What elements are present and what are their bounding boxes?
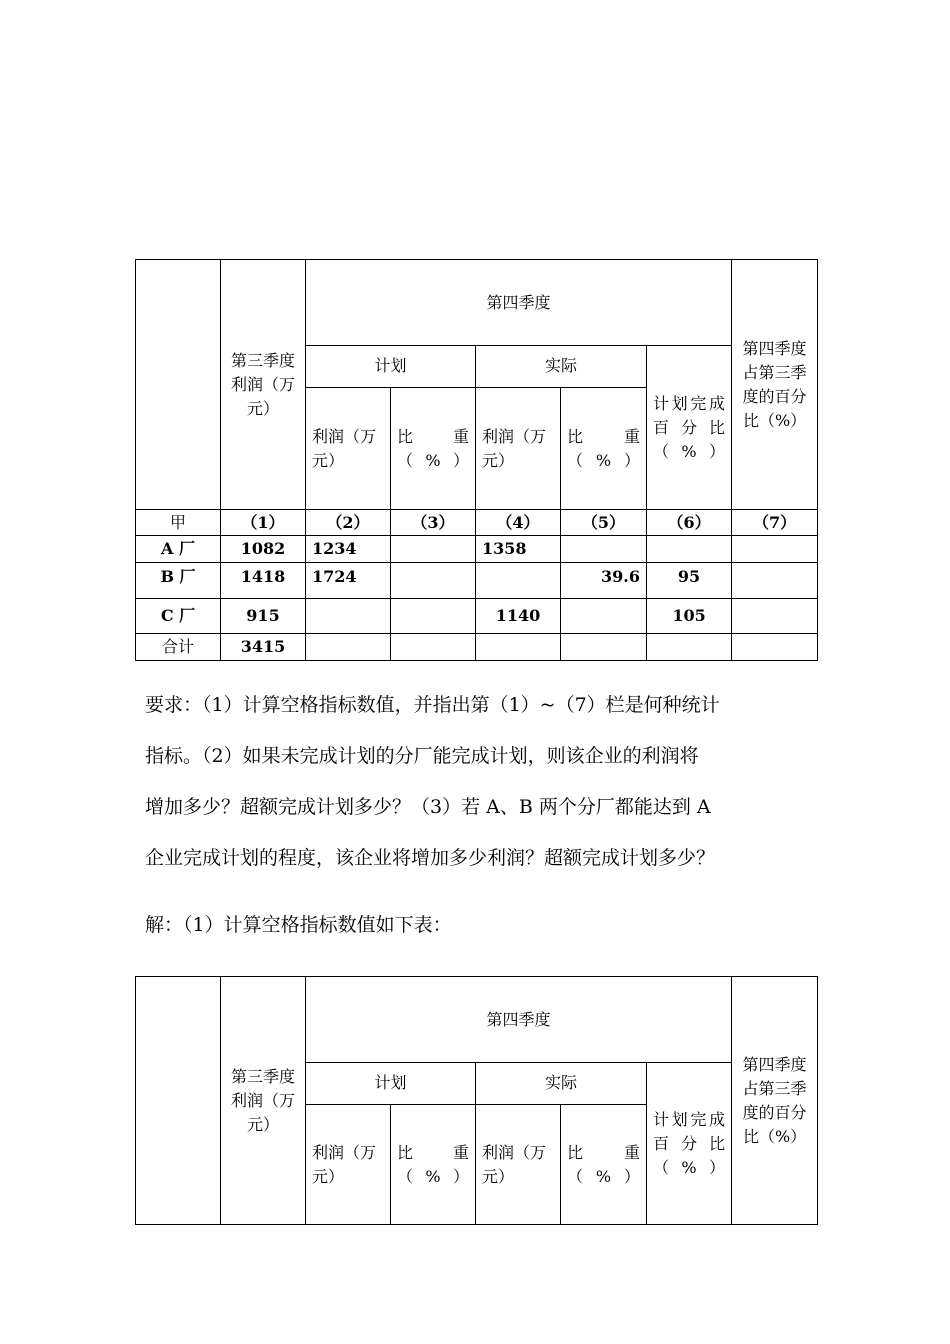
col-num: （4）	[476, 510, 561, 536]
solution-line: 解：（1）计算空格指标数值如下表：	[145, 914, 452, 936]
cell: 1724	[306, 563, 391, 599]
table-row	[136, 563, 818, 599]
header-completion: 计划完成百分比（%）	[647, 1063, 732, 1225]
cell: 1418	[221, 563, 306, 599]
header-actual-profit: 利润（万元）	[476, 1105, 561, 1225]
col-num: 甲	[136, 510, 221, 536]
cell: 1358	[476, 536, 561, 563]
requirements-line: 指标。（2）如果未完成计划的分厂能完成计划，则该企业的利润将	[145, 745, 699, 767]
requirements-line: 增加多少？超额完成计划多少？（3）若 A、B 两个分厂都能达到 A	[145, 796, 711, 818]
cell: 915	[221, 599, 306, 634]
header-plan-profit: 利润（万元）	[306, 388, 391, 510]
col-num: （5）	[561, 510, 647, 536]
header-q4: 第四季度	[306, 260, 732, 346]
cell: 39.6	[561, 563, 647, 599]
cell	[732, 634, 818, 661]
table-row	[136, 599, 818, 634]
cell	[476, 563, 561, 599]
answer-table	[135, 976, 818, 1225]
header-q3-profit: 第三季度利润（万元）	[221, 977, 306, 1225]
header-q4-vs-q3: 第四季度占第三季度的百分比（%）	[732, 260, 818, 510]
col-num: （2）	[306, 510, 391, 536]
table-row	[136, 536, 818, 563]
row-name: A 厂	[136, 536, 221, 563]
header-actual-profit: 利润（万元）	[476, 388, 561, 510]
cell	[391, 634, 476, 661]
solution-paragraph	[145, 900, 815, 951]
col-num: （3）	[391, 510, 476, 536]
header-q4: 第四季度	[306, 977, 732, 1063]
row-name: B 厂	[136, 563, 221, 599]
cell: 1234	[306, 536, 391, 563]
header-actual: 实际	[476, 1063, 647, 1105]
cell	[732, 599, 818, 634]
profit-table	[135, 259, 818, 661]
cell: 105	[647, 599, 732, 634]
cell: 95	[647, 563, 732, 599]
col-num: （6）	[647, 510, 732, 536]
header-actual-share: 比 重（%）	[561, 388, 647, 510]
requirements-line: 企业完成计划的程度，该企业将增加多少利润？超额完成计划多少？	[145, 847, 716, 869]
cell	[732, 563, 818, 599]
corner-cell	[136, 260, 221, 510]
row-name: C 厂	[136, 599, 221, 634]
cell	[391, 599, 476, 634]
cell	[647, 536, 732, 563]
header-actual: 实际	[476, 346, 647, 388]
cell	[391, 536, 476, 563]
cell	[476, 634, 561, 661]
col-num: （7）	[732, 510, 818, 536]
cell	[561, 599, 647, 634]
cell: 3415	[221, 634, 306, 661]
header-plan-share: 比 重（%）	[391, 388, 476, 510]
cell	[647, 634, 732, 661]
cell	[306, 599, 391, 634]
header-q4-vs-q3: 第四季度占第三季度的百分比（%）	[732, 977, 818, 1225]
header-plan: 计划	[306, 1063, 476, 1105]
header-q3-profit: 第三季度利润（万元）	[221, 260, 306, 510]
requirements-line: 要求：（1）计算空格指标数值，并指出第（1）~（7）栏是何种统计	[145, 694, 720, 716]
corner-cell	[136, 977, 221, 1225]
header-plan-profit: 利润（万元）	[306, 1105, 391, 1225]
requirements-paragraph	[145, 680, 815, 884]
header-actual-share: 比 重（%）	[561, 1105, 647, 1225]
header-plan: 计划	[306, 346, 476, 388]
cell: 1082	[221, 536, 306, 563]
cell	[391, 563, 476, 599]
cell	[561, 634, 647, 661]
row-name: 合计	[136, 634, 221, 661]
col-num: （1）	[221, 510, 306, 536]
cell	[561, 536, 647, 563]
header-plan-share: 比 重（%）	[391, 1105, 476, 1225]
table-row	[136, 634, 818, 661]
cell: 1140	[476, 599, 561, 634]
cell	[306, 634, 391, 661]
header-completion: 计划完成百分比（%）	[647, 346, 732, 510]
cell	[732, 536, 818, 563]
